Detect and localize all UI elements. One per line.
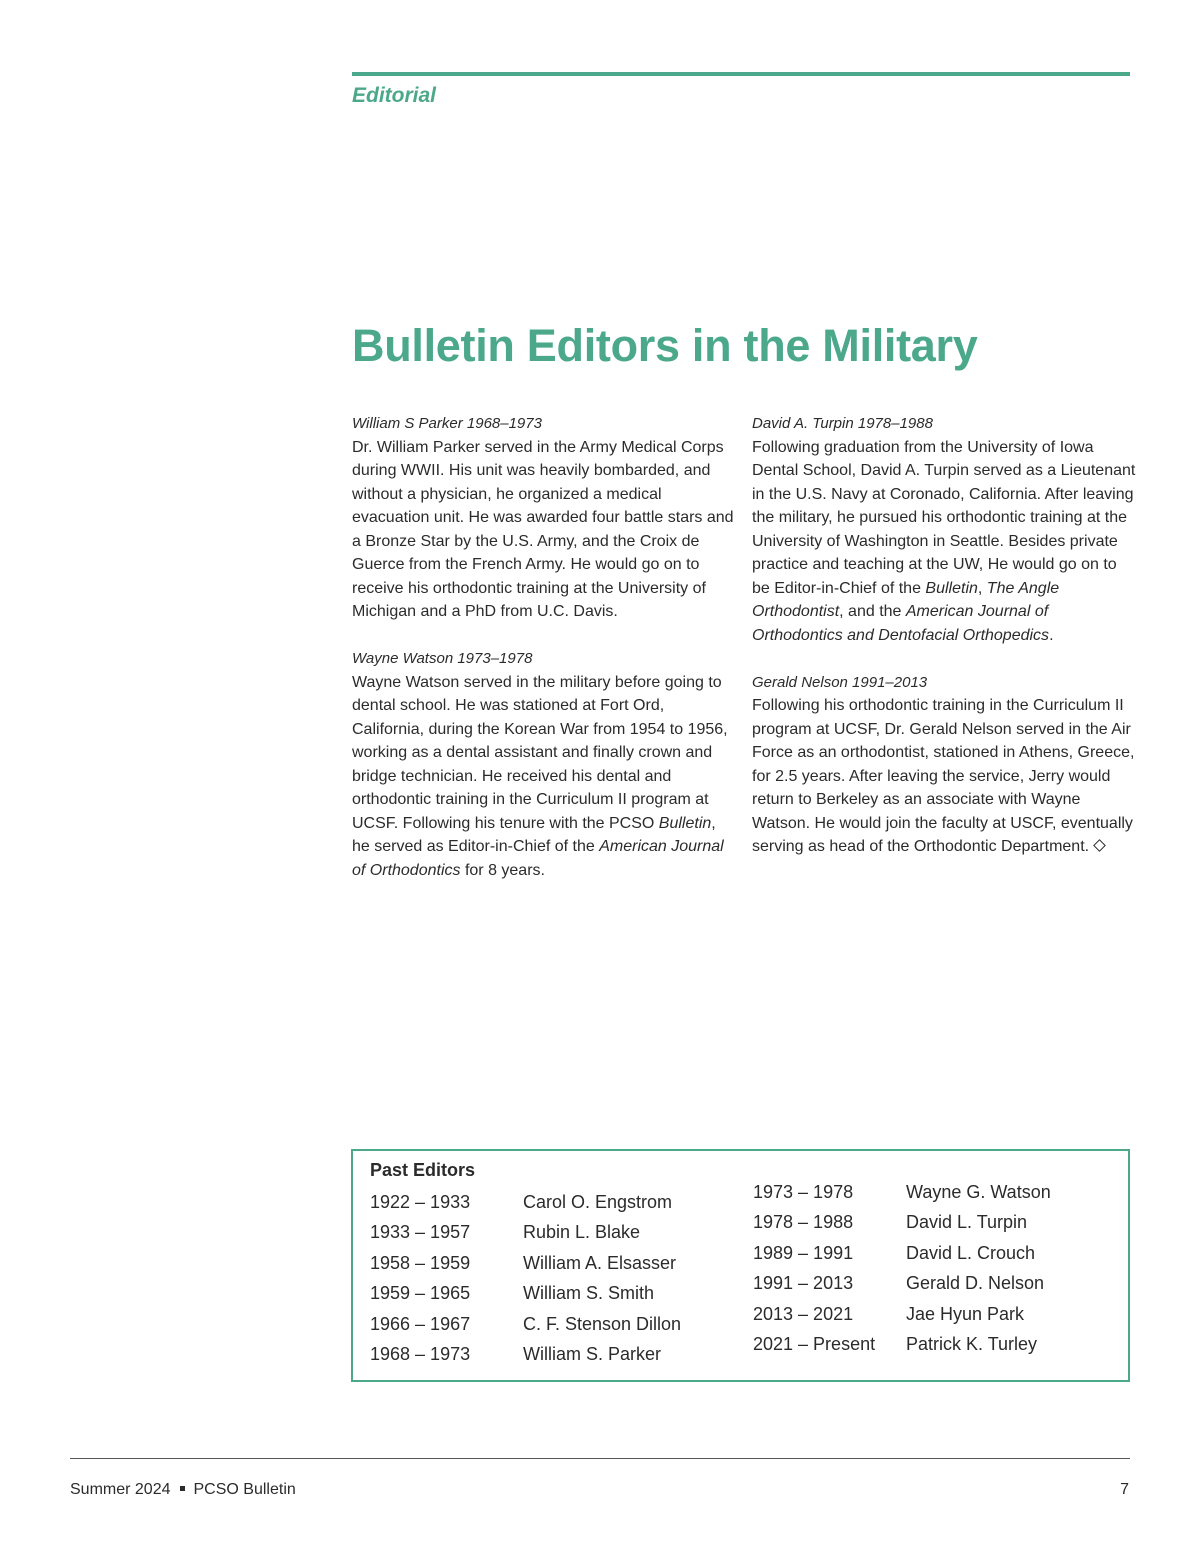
editor-name: William S. Smith bbox=[523, 1283, 655, 1304]
editor-name: William A. Elsasser bbox=[523, 1252, 677, 1273]
editor-row bbox=[370, 1187, 681, 1217]
footer-publication bbox=[70, 1481, 296, 1499]
editor-name: Patrick K. Turley bbox=[906, 1333, 1038, 1354]
editor-row bbox=[753, 1207, 1051, 1237]
editor-name: C. F. Stenson Dillon bbox=[523, 1313, 682, 1334]
editor-row bbox=[370, 1339, 681, 1369]
editor-years: 1978 – 1988 bbox=[753, 1212, 854, 1233]
square-bullet-icon bbox=[180, 1486, 185, 1491]
article-heading: William S Parker 1968–1973 bbox=[352, 415, 542, 432]
article-body bbox=[352, 671, 737, 883]
editor-name: Rubin L. Blake bbox=[523, 1222, 641, 1243]
editor-row bbox=[753, 1268, 1051, 1298]
editor-years: 2021 – Present bbox=[753, 1333, 876, 1354]
left-column bbox=[352, 412, 737, 906]
editor-row bbox=[753, 1238, 1051, 1268]
editor-name: Jae Hyun Park bbox=[906, 1303, 1025, 1324]
article-body: Dr. William Parker served in the Army Medical Corps during WWII. His unit was heavily bombarded, and without a physician, he organized a medical evacuation unit. He was awarded four battle stars and a Bronze Star by the U.S. Army, and the Croix de Guerce from the French Army. He would go on to receive his orthodontic training at the University of Michigan and a PhD from U.C. Davis. bbox=[352, 438, 734, 620]
article-heading: Wayne Watson 1973–1978 bbox=[352, 650, 533, 667]
header-rule bbox=[352, 72, 1130, 76]
editor-years: 1922 – 1933 bbox=[370, 1192, 471, 1212]
article-parker bbox=[352, 412, 737, 624]
footer-rule bbox=[70, 1458, 1130, 1459]
body-text: Following his orthodontic training in the Curriculum II program at UCSF, Dr. Gerald Nelson served in the Air Force as an orthodontist, stationed in Athens, Greece, for 2.5 years. After leaving the service, Jerry would return to Berkeley as an associate with Wayne Watson. He would join the faculty at USCF, eventually serving as head of the Orthodontic Department. bbox=[752, 697, 1135, 855]
editor-name: Carol O. Engstrom bbox=[523, 1192, 673, 1212]
past-editors-box bbox=[351, 1149, 1130, 1382]
editor-years: 1991 – 2013 bbox=[753, 1273, 854, 1294]
article-body bbox=[752, 694, 1137, 859]
editor-years: 1966 – 1967 bbox=[370, 1313, 471, 1334]
past-editors-list-right bbox=[753, 1177, 1051, 1359]
editor-row bbox=[753, 1299, 1051, 1329]
body-text: Wayne Watson served in the military before going to dental school. He was stationed at Fort Ord, California, during the Korean War from 1954 to 1956, working as a dental assistant and finally crown and bridge technician. He received his dental and orthodontic training in the Curriculum II program at UCSF. Following his tenure with the PCSO bbox=[352, 673, 728, 832]
body-text: , he served as Editor-in-Chief of the bbox=[352, 814, 716, 855]
footer-publication-name: PCSO Bulletin bbox=[193, 1481, 296, 1498]
article-body bbox=[752, 436, 1137, 648]
past-editors-list-left bbox=[370, 1187, 681, 1369]
body-text: , and the bbox=[839, 603, 906, 620]
editor-years: 1958 – 1959 bbox=[370, 1252, 471, 1273]
editor-row bbox=[370, 1248, 681, 1278]
body-text: for 8 years. bbox=[460, 861, 545, 879]
editor-years: 1959 – 1965 bbox=[370, 1283, 471, 1304]
editor-row bbox=[753, 1177, 1051, 1207]
editor-name: David L. Turpin bbox=[906, 1212, 1028, 1233]
editor-years: 2013 – 2021 bbox=[753, 1303, 854, 1324]
editor-name: Gerald D. Nelson bbox=[906, 1273, 1045, 1294]
past-editors-title: Past Editors bbox=[370, 1160, 476, 1180]
article-nelson bbox=[752, 671, 1137, 859]
editor-years: 1989 – 1991 bbox=[753, 1242, 854, 1263]
publication-title: Bulletin bbox=[925, 579, 978, 597]
editor-name: Wayne G. Watson bbox=[906, 1182, 1051, 1202]
editor-years: 1968 – 1973 bbox=[370, 1343, 471, 1364]
publication-title: Bulletin bbox=[658, 814, 712, 832]
article-heading: David A. Turpin 1978–1988 bbox=[752, 415, 933, 432]
right-column bbox=[752, 412, 1137, 882]
page-title: Bulletin Editors in the Military bbox=[352, 320, 978, 371]
publication-title: American Journal of Orthodontics bbox=[352, 838, 724, 879]
footer-issue: Summer 2024 bbox=[70, 1481, 171, 1498]
editor-years: 1973 – 1978 bbox=[753, 1182, 854, 1202]
publication-title: American Journal of Orthodontics and Dentofacial Orthopedics bbox=[752, 603, 1050, 644]
article-heading: Gerald Nelson 1991–2013 bbox=[752, 673, 928, 691]
diamond-end-mark-icon bbox=[1093, 839, 1106, 852]
article-watson bbox=[352, 647, 737, 882]
editor-name: David L. Crouch bbox=[906, 1242, 1036, 1263]
body-text: . bbox=[1049, 626, 1054, 644]
editor-row bbox=[370, 1309, 681, 1339]
editor-years: 1933 – 1957 bbox=[370, 1222, 471, 1243]
section-label: Editorial bbox=[352, 84, 437, 107]
body-text: Following graduation from the University of Iowa Dental School, David A. Turpin served as a Lieutenant in the U.S. Navy at Coronado, California. After leaving the military, he pursued his orthodontic training at the University of Washington in Seattle. Besides private practice and teaching at the UW, He would go on to be Editor-in-Chief of the bbox=[752, 438, 1136, 597]
editor-name: William S. Parker bbox=[523, 1343, 662, 1364]
body-text: , bbox=[977, 579, 987, 597]
editor-row bbox=[370, 1217, 681, 1247]
editor-row bbox=[753, 1329, 1051, 1359]
publication-title: The Angle Orthodontist bbox=[752, 579, 1060, 620]
editor-row bbox=[370, 1278, 681, 1308]
page-number: 7 bbox=[1120, 1481, 1129, 1498]
article-turpin bbox=[752, 412, 1137, 647]
